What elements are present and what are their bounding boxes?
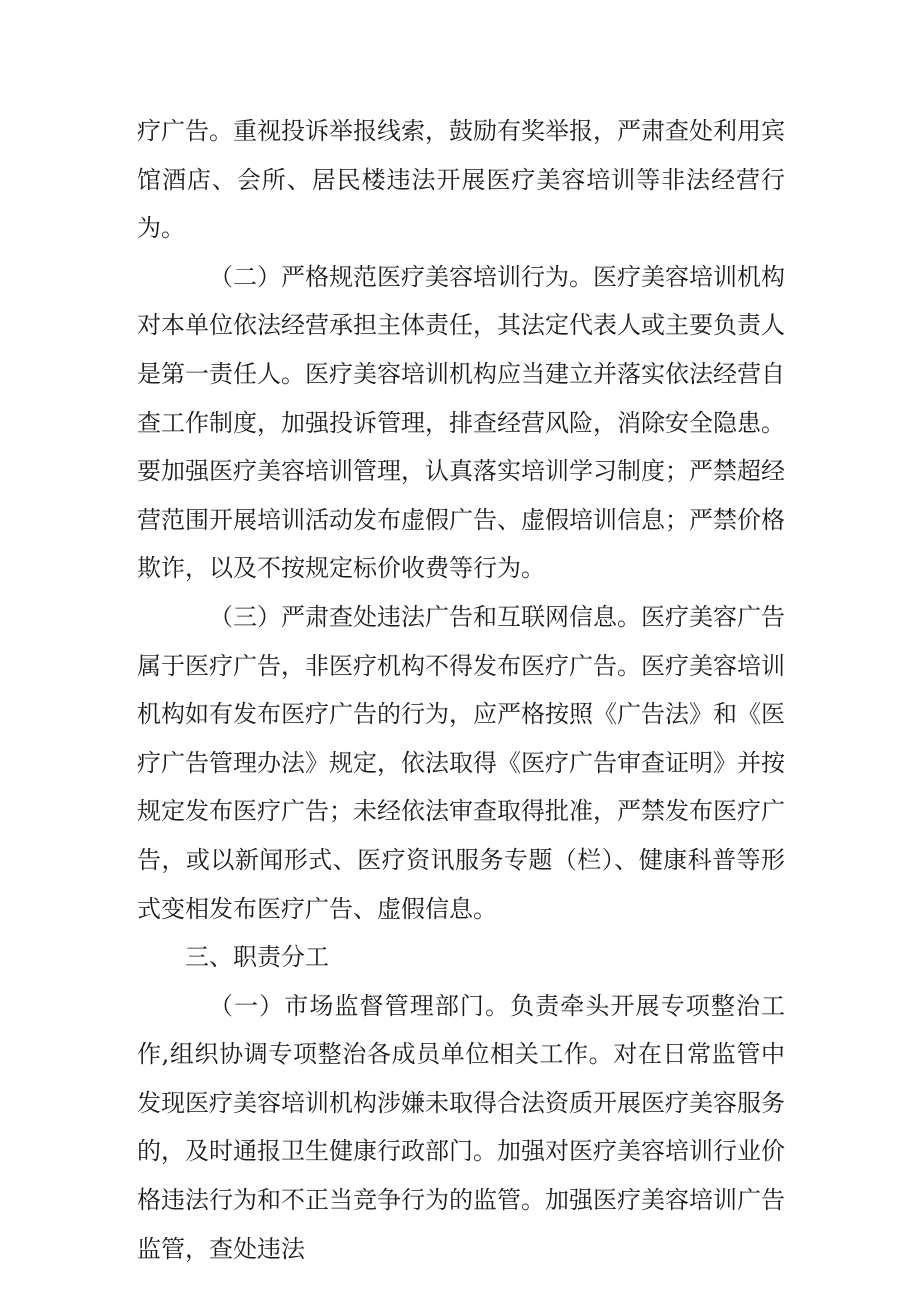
paragraph-section-3: （三）严肃查处违法广告和互联网信息。医疗美容广告属于医疗广告，非医疗机构不得发布医疗广告。医疗美容培训机构如有发布医疗广告的行为，应严格按照《广告法》和《医疗广告管理办法》规定，依法取得《医疗广告审查证明》并按规定发布医疗广告；未经依法审查取得批准，严禁发布医疗广告，或以新闻形式、医疗资讯服务专题（栏）、健康科普等形式变相发布医疗广告、虚假信息。 [137, 602, 785, 923]
paragraph-section-2: （二）严格规范医疗美容培训行为。医疗美容培训机构对本单位依法经营承担主体责任，其法定代表人或主要负责人是第一责任人。医疗美容培训机构应当建立并落实依法经营自查工作制度，加强投诉管理，排查经营风险，消除安全隐患。要加强医疗美容培训管理，认真落实培训学习制度；严禁超经营范围开展培训活动发布虚假广告、虚假培训信息；严禁价格欺诈，以及不按规定标价收费等行为。 [137, 262, 785, 583]
document-body [137, 107, 785, 1273]
paragraph-continuation: 疗广告。重视投诉举报线索，鼓励有奖举报，严肃查处利用宾馆酒店、会所、居民楼违法开展医疗美容培训等非法经营行为。 [137, 117, 785, 243]
paragraph-market-supervision: （一）市场监督管理部门。负责牵头开展专项整治工作,组织协调专项整治各成员单位相关工作。对在日常监管中发现医疗美容培训机构涉嫌未取得合法资质开展医疗美容服务的，及时通报卫生健康行政部门。加强对医疗美容培训行业价格违法行为和不正当竞争行为的监管。加强医疗美容培训广告监管，查处违法 [137, 991, 785, 1263]
section-heading-responsibilities: 三、职责分工 [185, 943, 329, 972]
